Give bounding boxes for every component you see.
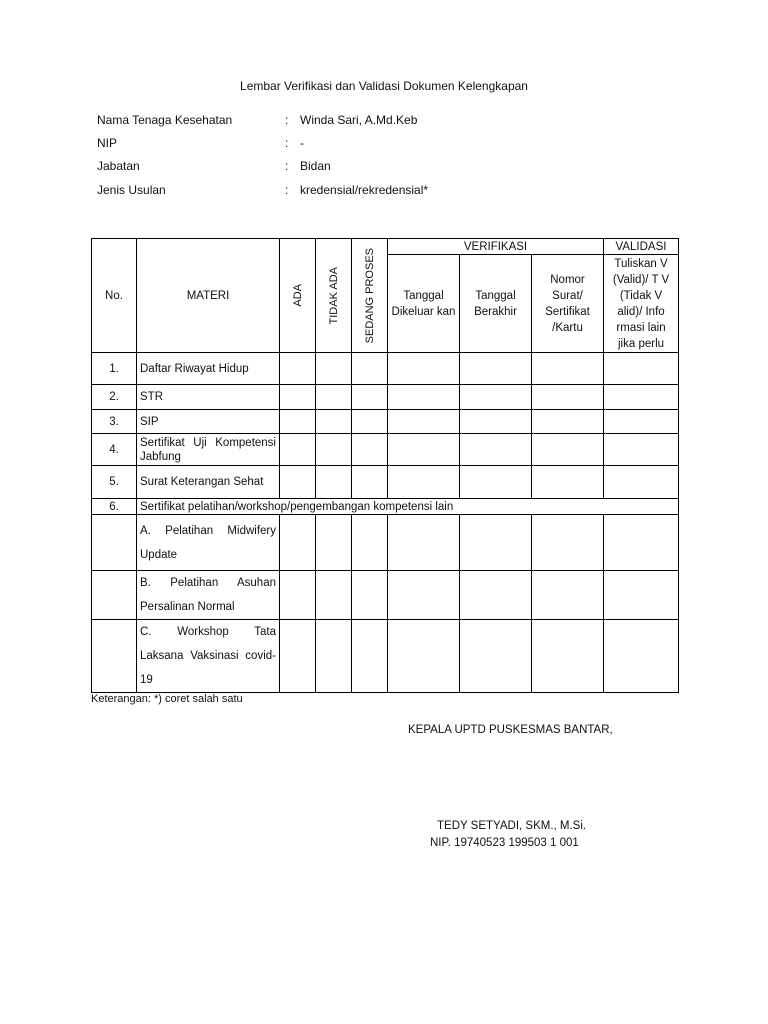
subrow-materi: A. Pelatihan Midwifery Update (137, 515, 280, 571)
table-row (92, 353, 679, 385)
header-tanggal-dikeluarkan: Tanggal Dikeluar kan (388, 255, 460, 353)
cell-tanggal-dikeluarkan (388, 466, 460, 499)
cell-tidak-ada (316, 410, 352, 434)
table-row (92, 515, 679, 571)
cell-nomor-surat (532, 410, 604, 434)
info-value: - (300, 136, 304, 150)
document-title: Lembar Verifikasi dan Validasi Dokumen Kelengkapan (240, 79, 528, 93)
header-ada (280, 239, 316, 353)
signature-name: TEDY SETYADI, SKM., M.Si. (437, 820, 587, 832)
header-verifikasi: VERIFIKASI (388, 239, 604, 255)
header-tuliskan: Tuliskan V (Valid)/ T V (Tidak V alid)/ Info rmasi lain jika perlu (604, 255, 679, 353)
cell-tidak-ada (316, 434, 352, 466)
row-number: 2. (92, 385, 137, 410)
info-colon: : (285, 136, 289, 150)
cell-tidak-ada (316, 620, 352, 693)
cell-tanggal-dikeluarkan (388, 571, 460, 620)
cell-no-empty (92, 620, 137, 693)
info-value: kredensial/rekredensial* (300, 183, 429, 197)
cell-nomor-surat (532, 353, 604, 385)
cell-sedang-proses (352, 515, 388, 571)
cell-sedang-proses (352, 620, 388, 693)
row-materi: Daftar Riwayat Hidup (137, 353, 280, 385)
cell-ada (280, 466, 316, 499)
table-row (92, 434, 679, 466)
header-nomor-surat: Nomor Surat/ Sertifikat /Kartu (532, 255, 604, 353)
info-colon: : (285, 183, 289, 197)
header-materi: MATERI (137, 239, 280, 353)
verification-table (91, 238, 679, 693)
cell-ada (280, 410, 316, 434)
cell-tanggal-dikeluarkan (388, 434, 460, 466)
row-number: 5. (92, 466, 137, 499)
cell-ada (280, 434, 316, 466)
cell-nomor-surat (532, 434, 604, 466)
subrow-materi: C. Workshop Tata Laksana Vaksinasi covid-19 (137, 620, 280, 693)
cell-tanggal-berakhir (460, 410, 532, 434)
cell-validasi (604, 410, 679, 434)
info-label: Jabatan (97, 159, 140, 173)
table-row (92, 466, 679, 499)
row-materi: STR (137, 385, 280, 410)
cell-tanggal-berakhir (460, 571, 532, 620)
cell-ada (280, 515, 316, 571)
cell-validasi (604, 466, 679, 499)
cell-tanggal-berakhir (460, 434, 532, 466)
row-number: 1. (92, 353, 137, 385)
cell-tidak-ada (316, 353, 352, 385)
cell-nomor-surat (532, 385, 604, 410)
row-number: 3. (92, 410, 137, 434)
row-number: 6. (92, 499, 137, 515)
cell-tanggal-dikeluarkan (388, 353, 460, 385)
signature-nip: NIP. 19740523 199503 1 001 (430, 837, 579, 849)
cell-tanggal-berakhir (460, 620, 532, 693)
cell-sedang-proses (352, 385, 388, 410)
cell-tanggal-dikeluarkan (388, 410, 460, 434)
cell-ada (280, 571, 316, 620)
cell-validasi (604, 434, 679, 466)
cell-no-empty (92, 571, 137, 620)
info-value: Winda Sari, A.Md.Keb (300, 113, 418, 127)
cell-ada (280, 353, 316, 385)
header-ada-label: ADA (291, 284, 304, 307)
cell-tanggal-dikeluarkan (388, 620, 460, 693)
cell-tidak-ada (316, 466, 352, 499)
cell-ada (280, 385, 316, 410)
cell-validasi (604, 571, 679, 620)
table-row (92, 385, 679, 410)
cell-sedang-proses (352, 571, 388, 620)
cell-sedang-proses (352, 353, 388, 385)
info-value: Bidan (300, 159, 331, 173)
table-row (92, 620, 679, 693)
info-label: Jenis Usulan (97, 183, 166, 197)
header-no: No. (92, 239, 137, 353)
cell-tanggal-berakhir (460, 515, 532, 571)
cell-sedang-proses (352, 466, 388, 499)
cell-validasi (604, 515, 679, 571)
header-sedang-proses-label: SEDANG PROSES (363, 247, 376, 344)
cell-tidak-ada (316, 385, 352, 410)
row-materi-section: Sertifikat pelatihan/workshop/pengembangan kompetensi lain (137, 499, 679, 515)
header-tidak-ada (316, 239, 352, 353)
header-sedang-proses (352, 239, 388, 353)
cell-sedang-proses (352, 434, 388, 466)
cell-nomor-surat (532, 515, 604, 571)
header-tanggal-berakhir: Tanggal Berakhir (460, 255, 532, 353)
table-row (92, 410, 679, 434)
row-materi: Sertifikat Uji Kompetensi Jabfung (137, 434, 280, 466)
footnote: Keterangan: *) coret salah satu (91, 693, 243, 705)
table-row (92, 499, 679, 515)
signature-position: KEPALA UPTD PUSKESMAS BANTAR, (408, 724, 613, 736)
cell-nomor-surat (532, 571, 604, 620)
info-label: NIP (97, 136, 118, 150)
cell-sedang-proses (352, 410, 388, 434)
header-validasi: VALIDASI (604, 239, 679, 255)
cell-validasi (604, 620, 679, 693)
info-colon: : (285, 113, 289, 127)
cell-tidak-ada (316, 515, 352, 571)
cell-tanggal-berakhir (460, 466, 532, 499)
table-row (92, 571, 679, 620)
cell-tanggal-dikeluarkan (388, 385, 460, 410)
cell-ada (280, 620, 316, 693)
cell-tidak-ada (316, 571, 352, 620)
cell-validasi (604, 385, 679, 410)
cell-nomor-surat (532, 466, 604, 499)
header-tidak-ada-label: TIDAK ADA (327, 266, 340, 325)
cell-nomor-surat (532, 620, 604, 693)
cell-tanggal-berakhir (460, 385, 532, 410)
cell-tanggal-dikeluarkan (388, 515, 460, 571)
row-materi: SIP (137, 410, 280, 434)
info-colon: : (285, 159, 289, 173)
cell-validasi (604, 353, 679, 385)
cell-no-empty (92, 515, 137, 571)
subrow-materi: B. Pelatihan Asuhan Persalinan Normal (137, 571, 280, 620)
row-number: 4. (92, 434, 137, 466)
info-label: Nama Tenaga Kesehatan (97, 113, 233, 127)
row-materi: Surat Keterangan Sehat (137, 466, 280, 499)
cell-tanggal-berakhir (460, 353, 532, 385)
